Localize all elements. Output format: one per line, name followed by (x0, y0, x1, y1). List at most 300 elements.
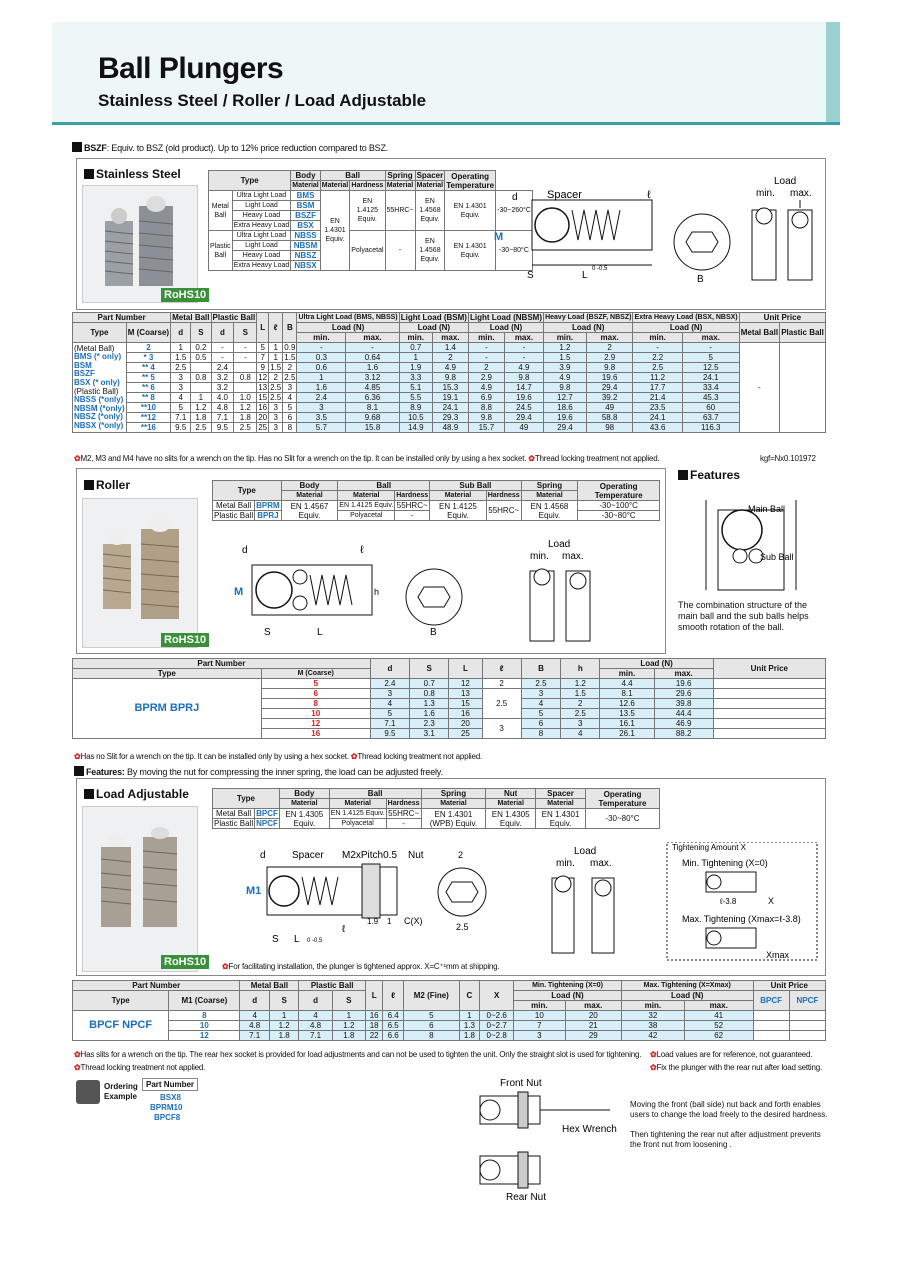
la-label-min: min. (556, 858, 575, 869)
table-cell: 2.9 (468, 373, 504, 383)
table-cell: 5 (403, 1011, 459, 1021)
table-cell: 1.8 (269, 1031, 298, 1041)
table-cell: 3.2 (211, 383, 234, 393)
table-cell: 38 (621, 1021, 684, 1031)
table-cell: 3 (297, 403, 346, 413)
table-cell: 18.6 (544, 403, 587, 413)
loadadj-foot1: ✿Has slits for a wrench on the tip. The rear hex socket is provided for load adjustments and can not be used to tighten the unit. Only the straight slot is used for tightening. (74, 1050, 642, 1059)
table-cell: 4 (283, 393, 297, 403)
page-subtitle: Stainless Steel / Roller / Load Adjustable (98, 91, 427, 110)
table-cell: 0.8 (410, 689, 449, 699)
table-cell: 2.2 (633, 353, 682, 363)
table-cell: 52 (684, 1021, 753, 1031)
table-cell: 15.8 (346, 423, 399, 433)
table-cell: 16.1 (600, 719, 654, 729)
table-cell: - (468, 353, 504, 363)
table-cell: 13.5 (600, 709, 654, 719)
table-cell: - (234, 353, 257, 363)
page-title: Ball Plungers (98, 52, 284, 85)
table-cell: 8 (403, 1031, 459, 1041)
table-cell: 9.5 (171, 423, 191, 433)
table-cell: 62 (684, 1031, 753, 1041)
table-cell: 1.3 (459, 1021, 480, 1031)
stainless-title: Stainless Steel (84, 167, 181, 181)
table-row (73, 423, 826, 433)
table-cell: 33.4 (682, 383, 739, 393)
price-cell (713, 689, 825, 699)
la-dim-S: S (272, 934, 279, 945)
table-cell: 3 (171, 373, 191, 383)
loadadj-spec-table: Type Body Ball Spring Nut Spacer Operating Temperature Material Material Hardness Material Material Material Metal Ball BPCF EN 1.4305 Equiv. EN 1.4125 Equiv. 55HRC~ EN 1.4301 (WPB) Equiv. EN 1.4305 Equiv. EN 1.4301 Equiv. -30~80°C Plastic Ball NPCF Polyacetal - (212, 788, 660, 829)
la-dim-d: d (260, 850, 266, 861)
table-cell: 0.9 (284, 343, 296, 352)
table-cell: 2.5 (270, 383, 282, 392)
header-accent (826, 22, 840, 122)
table-cell: 29 (565, 1031, 621, 1041)
table-cell: 2.5 (482, 689, 521, 719)
loadadj-diagram (212, 842, 822, 962)
roller-dim-h: h (374, 587, 380, 597)
table-cell: 63.7 (682, 413, 739, 423)
table-cell: 2 (482, 679, 521, 689)
table-cell: 39.2 (586, 393, 633, 403)
label-min: min. (756, 188, 775, 199)
table-cell: 6.5 (383, 1021, 404, 1031)
table-cell: 43.6 (633, 423, 682, 433)
table-cell: - (633, 343, 682, 353)
table-cell: 16 (261, 729, 370, 739)
table-cell: 1.2 (269, 1021, 298, 1031)
table-cell: 25 (449, 729, 482, 739)
la-dim-L: L (294, 934, 300, 945)
table-cell: 20 (258, 413, 268, 422)
table-cell: 19.6 (504, 393, 543, 403)
table-row (73, 1011, 826, 1021)
stainless-photo (82, 185, 198, 303)
table-cell: 1 (171, 343, 191, 353)
roller-dim-M: M (234, 586, 244, 598)
roller-dim-B: B (430, 627, 437, 638)
table-cell: 7.1 (370, 719, 409, 729)
table-cell: 2.4 (297, 393, 346, 403)
la-label-load: Load (574, 846, 597, 857)
table-cell: 10.5 (399, 413, 432, 423)
label-rear-nut: Rear Nut (506, 1192, 547, 1203)
header-rule (52, 122, 840, 125)
table-cell: 15.3 (432, 383, 468, 393)
loadadj-note: ✿For facilitating installation, the plunger is tightened approx. X=C⁺¹mm at shipping. (222, 962, 500, 971)
la-dim-tol: 0 -0.5 (307, 938, 323, 944)
la-dim-M1: M1 (246, 885, 262, 897)
table-cell: 1 (269, 343, 283, 353)
table-cell: 4.4 (600, 679, 654, 689)
loadadj-foot3: ✿Thread locking treatment not applied. (74, 1063, 206, 1072)
table-cell: 11.2 (633, 373, 682, 383)
label-spacer: Spacer (547, 189, 582, 201)
table-row (73, 373, 826, 383)
stainless-spec-table: Type Body Ball Spring Spacer Operating Temperature Material Material Hardness Material Material Metal Ball Ultra Light Load BMS EN 1.4301 Equiv. EN 1.4125 Equiv. 55HRC~ EN 1.4568 Equiv. EN 1.4301 Equiv. -30~260°C Light Load BSM Heavy Load BSZF Extra Heavy Load BSX Plastic Ball Ultra Light Load NBSS Polyacetal - EN 1.4568 Equiv. EN 1.4301 Equiv. -30~80°C Light Load NBSM Heavy Load NBSZ Extra Heavy Load NBSX (210, 171, 531, 270)
table-cell: 0.8 (191, 373, 211, 383)
table-row (73, 403, 826, 413)
stainless-photo-image (83, 186, 199, 304)
kgf-note: kgf=Nx0.101972 (760, 454, 816, 463)
table-cell: 13 (258, 383, 268, 392)
table-cell: 19.6 (586, 373, 633, 383)
table-cell: 24.5 (504, 403, 543, 413)
table-cell: 12 (258, 373, 268, 382)
stainless-footnote: ✿M2, M3 and M4 have no slits for a wrench on the tip. Has no Slit for a wrench on the tip. It can be installed only by using a hex socket. ✿Thread locking treatment not applied. (74, 454, 660, 463)
table-cell: 60 (682, 403, 739, 413)
table-row (73, 393, 826, 403)
table-cell: 7.1 (171, 413, 191, 423)
price-cell (713, 709, 825, 719)
table-cell: 3 (514, 1031, 566, 1041)
table-row (73, 343, 826, 353)
table-cell: 1 (269, 1011, 298, 1021)
la-label-maxt: Max. Tightening (Xmax=ℓ-3.8) (682, 914, 801, 924)
ordering-label: Ordering Example (104, 1082, 138, 1101)
table-cell: 8 (261, 699, 370, 709)
roller-table: Part Number d S L ℓ B h Load (N) Unit Price Type M (Coarse) min. max. BPRM BPRJ 5 2.4 0.7 12 2 2.5 1.2 4.4 19.6 6 3 0.8 13 2.5 3 1.5 8.1 29.6 8 4 1.3 15 4 2 12.6 39.8 10 5 1.6 16 5 2.5 13.5 44.4 12 7.1 2.3 20 3 6 3 16.1 46.9 16 9.5 3.1 25 8 4 26.1 88.2 (72, 658, 826, 739)
roller-spec-table: Type Body Ball Sub Ball Spring Operating Temperature Material Material Hardness Material Hardness Material Metal Ball BPRM EN 1.4567 Equiv. EN 1.4125 Equiv. 55HRC~ EN 1.4125 Equiv. 55HRC~ EN 1.4568 Equiv. -30~100°C Plastic Ball BPRJ Polyacetal - -30~80°C (212, 480, 660, 521)
table-cell (191, 383, 211, 393)
table-row (73, 413, 826, 423)
table-cell: 2.5 (284, 373, 296, 382)
table-cell: 3 (283, 383, 297, 393)
rohs-badge-loadadj: RoHS10 (161, 955, 209, 969)
table-cell: 3 (269, 413, 283, 423)
nut-text2: Then tightening the rear nut after adjustment prevents the front nut from loosening . (630, 1130, 821, 1149)
table-cell: 1 (399, 353, 432, 363)
table-cell: * 3 (126, 353, 170, 363)
table-cell: 0.7 (399, 343, 432, 353)
table-cell: 5 (171, 403, 191, 413)
table-cell: 10 (261, 709, 370, 719)
table-row (73, 383, 826, 393)
table-cell: 5 (682, 353, 739, 363)
table-cell: 9.8 (586, 363, 633, 373)
roller-dim-S: S (264, 627, 271, 638)
table-cell: - (468, 343, 504, 353)
table-cell: 0.5 (191, 353, 211, 363)
table-cell: 0~2.6 (480, 1011, 514, 1021)
table-cell: 8 (169, 1011, 240, 1021)
table-cell: 7 (514, 1021, 566, 1031)
ordering-ex3: BPCF8 (154, 1113, 181, 1122)
table-cell: 24.1 (682, 373, 739, 383)
table-cell: 0~2.8 (480, 1031, 514, 1041)
table-cell: 4.0 (211, 393, 234, 403)
table-cell: 2.4 (211, 363, 234, 373)
table-cell: 3 (561, 719, 600, 729)
table-cell: 9.8 (468, 413, 504, 423)
roller-dim-L: L (317, 627, 323, 638)
table-cell: 0.8 (234, 373, 257, 383)
table-cell: - (297, 343, 346, 353)
features-title: Features (678, 468, 740, 482)
la-dim-19: 1.9 (367, 917, 379, 926)
table-cell: 2.9 (586, 353, 633, 363)
table-cell: 7 (257, 353, 269, 363)
price-cell (753, 1011, 789, 1021)
roller-photo-image (83, 499, 199, 649)
features-text: The combination structure of the main ball and the sub balls helps smooth rotation of the ball. (678, 600, 809, 632)
table-cell: 12.5 (682, 363, 739, 373)
table-cell: 2 (468, 363, 504, 373)
table-cell: 8.9 (399, 403, 432, 413)
type-cell: BPCF NPCF (73, 1011, 169, 1041)
table-cell: 45.3 (682, 393, 739, 403)
la-label-spacer: Spacer (292, 850, 324, 861)
roller-footnote: ✿Has no Slit for a wrench on the tip. It can be installed only by using a hex socket. ✿Thread locking treatment not applied. (74, 752, 482, 761)
table-cell: 25 (258, 423, 268, 432)
table-cell: 8.1 (600, 689, 654, 699)
table-cell: 58.8 (586, 413, 633, 423)
la-dim-25: 2.5 (456, 922, 469, 932)
table-cell: 44.4 (654, 709, 713, 719)
table-cell: **16 (126, 423, 170, 433)
table-cell: **10 (126, 403, 170, 413)
ordering-ex1: BSX8 (160, 1093, 181, 1102)
table-cell: 1.6 (346, 363, 399, 373)
table-cell: 1.3 (410, 699, 449, 709)
type-cell: (Metal Ball) BMS (* only) BSM BSZF BSX (* only) (Plastic Ball) NBSS (*only) NBSM (*only) NBSZ (*only) NBSX (*only) (73, 343, 127, 433)
table-cell: 16 (449, 709, 482, 719)
roller-label-min: min. (530, 551, 549, 562)
table-cell: 4 (299, 1011, 332, 1021)
table-cell: 8 (521, 729, 560, 739)
table-cell: 42 (621, 1031, 684, 1041)
roller-diagram (212, 535, 652, 650)
table-cell: 15.7 (468, 423, 504, 433)
table-cell: 6 (261, 689, 370, 699)
table-cell: 5.5 (399, 393, 432, 403)
dim-d: d (512, 192, 518, 203)
la-label-nut: Nut (408, 850, 424, 861)
table-cell: ** 5 (126, 373, 170, 383)
table-cell: 6.4 (383, 1011, 404, 1021)
price-cell (713, 679, 825, 689)
label-hex-wrench: Hex Wrench (562, 1124, 617, 1135)
table-cell: 1.5 (561, 689, 600, 699)
label-sub-ball: Sub Ball (760, 552, 794, 562)
table-row (73, 363, 826, 373)
table-cell: 1.0 (234, 393, 257, 403)
table-cell: 13 (449, 689, 482, 699)
la-label-l38: ℓ-3.8 (720, 897, 737, 906)
la-dim-1: 1 (387, 917, 392, 926)
table-cell: 39.8 (654, 699, 713, 709)
la-label-mint: Min. Tightening (X=0) (682, 858, 768, 868)
table-cell: 3 (370, 689, 409, 699)
table-cell: 6.36 (346, 393, 399, 403)
table-cell: 1.2 (561, 679, 600, 689)
table-cell: 1 (297, 373, 346, 383)
ordering-ex2: BPRM10 (150, 1103, 183, 1112)
table-cell: 3 (269, 403, 283, 413)
table-cell: 2.4 (370, 679, 409, 689)
table-cell: 1 (332, 1011, 365, 1021)
table-cell: 1 (191, 393, 211, 403)
table-cell: 1.8 (332, 1031, 365, 1041)
table-cell: ** 4 (126, 363, 170, 373)
table-cell: 3.9 (544, 363, 587, 373)
table-cell: 1.5 (544, 353, 587, 363)
table-cell: 6 (283, 413, 297, 423)
table-cell: 1.5 (171, 353, 191, 363)
table-cell: - (234, 343, 257, 353)
type-cell: BPRM BPRJ (73, 679, 262, 739)
table-cell: 1.6 (297, 383, 346, 393)
table-cell: 12 (169, 1031, 240, 1041)
roller-dim-d: d (242, 545, 248, 556)
table-cell: 7.1 (211, 413, 234, 423)
table-cell: 29.4 (586, 383, 633, 393)
adjust-note: Features: By moving the nut for compressing the inner spring, the load can be adjusted freely. (74, 766, 443, 777)
table-cell: 12 (449, 679, 482, 689)
table-cell: 2.5 (270, 393, 282, 402)
table-cell: 14.9 (399, 423, 432, 433)
table-cell: 9.68 (346, 413, 399, 423)
table-cell: 1.9 (399, 363, 432, 373)
table-cell: 5.1 (399, 383, 432, 393)
table-cell: ** 8 (126, 393, 170, 403)
roller-title: Roller (84, 478, 130, 492)
table-cell: 10 (514, 1011, 566, 1021)
loadadj-foot4: ✿Fix the plunger with the rear nut after load setting. (650, 1063, 823, 1072)
table-cell: 19.6 (544, 413, 587, 423)
table-cell: 4 (521, 699, 560, 709)
table-cell: 1.6 (410, 709, 449, 719)
table-cell: 4 (171, 393, 191, 403)
table-cell: 0.64 (346, 353, 399, 363)
table-cell: 2.5 (234, 423, 257, 433)
table-cell: 1.5 (284, 353, 296, 362)
table-cell: 0.7 (410, 679, 449, 689)
roller-label-max: max. (562, 551, 584, 562)
table-cell: 3.3 (399, 373, 432, 383)
table-cell: - (211, 353, 234, 363)
table-cell: 12.6 (600, 699, 654, 709)
table-cell: 3.5 (297, 413, 346, 423)
table-cell: 4 (561, 729, 600, 739)
table-row (73, 353, 826, 363)
table-cell: 1 (269, 353, 283, 363)
table-cell: 48.9 (432, 423, 468, 433)
la-label-xmax: Xmax (766, 950, 790, 960)
table-cell: - (682, 343, 739, 353)
table-cell: 88.2 (654, 729, 713, 739)
table-cell: 1.2 (332, 1021, 365, 1031)
table-cell: 4.8 (299, 1021, 332, 1031)
table-cell: 1.8 (191, 413, 211, 423)
table-cell: 49 (586, 403, 633, 413)
table-cell: - (346, 343, 399, 353)
table-cell: - (504, 353, 543, 363)
table-cell: 4.9 (432, 363, 468, 373)
table-cell: 2.5 (561, 709, 600, 719)
table-cell: ** 6 (126, 383, 170, 393)
table-cell: 5 (261, 679, 370, 689)
table-cell: 17.7 (633, 383, 682, 393)
price-cell (713, 729, 825, 739)
table-cell: 21.4 (633, 393, 682, 403)
table-cell: 4.9 (468, 383, 504, 393)
table-cell: 0.3 (297, 353, 346, 363)
table-cell: 24.1 (633, 413, 682, 423)
table-cell: 4.85 (346, 383, 399, 393)
table-cell: 9.8 (504, 373, 543, 383)
la-dim-l: ℓ (342, 924, 346, 935)
label-main-ball: Main Ball (748, 504, 786, 514)
table-cell: 29.6 (654, 689, 713, 699)
table-cell: 4.9 (544, 373, 587, 383)
roller-photo (82, 498, 198, 648)
table-cell: 15 (258, 393, 268, 402)
table-cell: 22 (366, 1031, 383, 1041)
bszf-note: BSZF: Equiv. to BSZ (old product). Up to 12% price reduction compared to BSZ. (72, 142, 388, 153)
table-cell: 19.1 (432, 393, 468, 403)
roller-label-load: Load (548, 539, 571, 550)
table-cell: 41 (684, 1011, 753, 1021)
table-cell: 3 (521, 689, 560, 699)
rohs-badge-roller: RoHS10 (161, 633, 209, 647)
table-cell: 12.7 (544, 393, 587, 403)
table-cell: - (211, 343, 234, 353)
table-cell: 15 (449, 699, 482, 709)
table-cell: 16 (366, 1011, 383, 1021)
table-cell: 1.2 (234, 403, 257, 413)
table-cell: 4.8 (240, 1021, 269, 1031)
table-cell: 1.8 (234, 413, 257, 423)
loadadj-table: Part Number Metal Ball Plastic Ball L ℓ M2 (Fine) C X Min. Tightening (X=0) Max. Tightening (X=Xmax) Unit Price Type M1 (Coarse) d S d S Load (N) Load (N) BPCF NPCF min. max. min. max. BPCF NPCF 8 4 1 4 1 16 6.4 5 1 0~2.6 10 20 32 41 10 4.8 1.2 4.8 1.2 18 6.5 6 1.3 0~2.7 7 21 38 52 12 7.1 1.8 7.1 1.8 22 6.6 8 1.8 0~2.8 3 29 42 62 (72, 980, 826, 1041)
table-cell: 2.5 (633, 363, 682, 373)
table-cell: 3.2 (211, 373, 234, 383)
table-cell: 49 (504, 423, 543, 433)
table-cell: 16 (258, 403, 268, 412)
price-cell: - (739, 343, 779, 433)
la-label-tight: Tightening Amount X (672, 843, 746, 852)
table-cell: 2 (561, 699, 600, 709)
ordering-icon (76, 1080, 100, 1104)
table-cell: 3 (171, 383, 191, 393)
table-cell: 1 (459, 1011, 480, 1021)
price-cell (753, 1021, 789, 1031)
table-cell: 9.5 (370, 729, 409, 739)
loadadj-foot2: ✿Load values are for reference, not guaranteed. (650, 1050, 813, 1059)
table-cell: 2 (586, 343, 633, 353)
table-cell: 3 (269, 423, 283, 433)
table-cell: 4 (370, 699, 409, 709)
table-cell: 8 (283, 423, 297, 433)
label-max: max. (790, 188, 812, 199)
table-cell: 5.7 (297, 423, 346, 433)
table-cell: 20 (449, 719, 482, 729)
table-cell: 6.9 (468, 393, 504, 403)
table-cell: 6 (521, 719, 560, 729)
table-cell (234, 383, 257, 393)
table-cell: 0.2 (191, 343, 211, 353)
table-cell (234, 363, 257, 373)
table-row (73, 1021, 826, 1031)
table-cell: 6.6 (383, 1031, 404, 1041)
loadadj-title: Load Adjustable (84, 787, 189, 801)
table-cell: 2 (269, 373, 283, 383)
roller-dim-l: ℓ (360, 544, 364, 556)
la-label-max: max. (590, 858, 612, 869)
table-cell: 1.8 (459, 1031, 480, 1041)
table-cell: 9.5 (211, 423, 234, 433)
